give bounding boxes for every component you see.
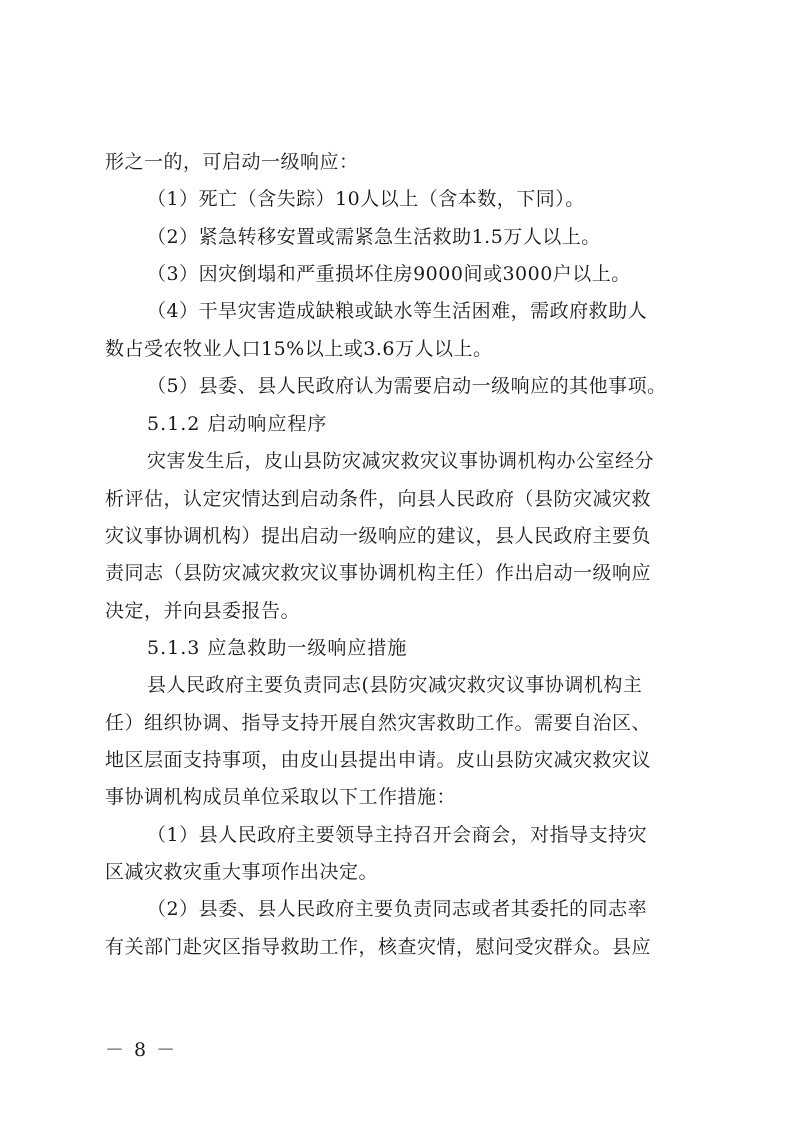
paragraph-line: 数占受农牧业人口15%以上或3.6万人以上。 <box>105 338 493 360</box>
paragraph-line: 任）组织协调、指导支持开展自然灾害救助工作。需要自治区、 <box>105 712 652 734</box>
paragraph-line: （1）县人民政府主要领导主持召开会商会，对指导支持灾 <box>147 824 648 846</box>
paragraph-line: 灾议事协调机构）提出启动一级响应的建议，县人民政府主要负 <box>105 525 652 547</box>
paragraph-line: （2）紧急转移安置或需紧急生活救助1.5万人以上。 <box>147 226 601 248</box>
paragraph-line: 责同志（县防灾减灾救灾议事协调机构主任）作出启动一级响应 <box>105 562 652 584</box>
paragraph-line: 事协调机构成员单位采取以下工作措施： <box>105 786 457 808</box>
paragraph-line: 形之一的，可启动一级响应： <box>105 151 359 173</box>
paragraph-line: （4）干旱灾害造成缺粮或缺水等生活困难，需政府救助人 <box>147 300 648 322</box>
section-heading: 5.1.2 启动响应程序 <box>147 413 328 435</box>
paragraph-line: （5）县委、县人民政府认为需要启动一级响应的其他事项。 <box>147 375 667 397</box>
paragraph-line: 析评估，认定灾情达到启动条件，向县人民政府（县防灾减灾救 <box>105 488 652 510</box>
paragraph-line: （1）死亡（含失踪）10人以上（含本数，下同）。 <box>147 188 585 210</box>
paragraph-line: （3）因灾倒塌和严重损坏住房9000间或3000户以上。 <box>147 263 631 285</box>
page-number: － 8 － <box>105 1039 178 1061</box>
section-heading: 5.1.3 应急救助一级响应措施 <box>147 637 408 659</box>
paragraph-line: 区减灾救灾重大事项作出决定。 <box>105 861 379 883</box>
paragraph-line: 地区层面支持事项，由皮山县提出申请。皮山县防灾减灾救灾议 <box>105 749 652 771</box>
paragraph-line: （2）县委、县人民政府主要负责同志或者其委托的同志率 <box>147 898 648 920</box>
paragraph-line: 县人民政府主要负责同志(县防灾减灾救灾议事协调机构主 <box>147 674 643 696</box>
paragraph-line: 决定，并向县委报告。 <box>105 600 301 622</box>
paragraph-line: 灾害发生后，皮山县防灾减灾救灾议事协调机构办公室经分 <box>147 450 655 472</box>
paragraph-line: 有关部门赴灾区指导救助工作，核查灾情，慰问受灾群众。县应 <box>105 936 652 958</box>
